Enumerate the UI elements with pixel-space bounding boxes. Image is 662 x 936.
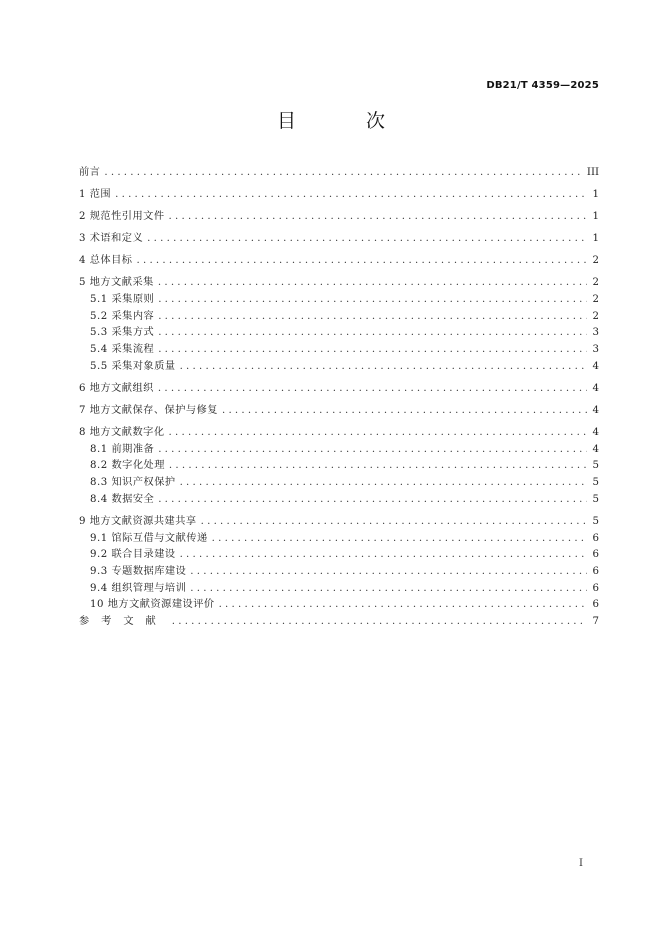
toc-entry-data-security[interactable] (79, 492, 599, 509)
toc-entry-page: 2 (592, 294, 599, 306)
toc-entry-interlibrary-loan[interactable] (79, 531, 599, 548)
toc-entry-evaluation[interactable] (79, 597, 599, 614)
toc-entry-collection-quality[interactable] (79, 359, 599, 376)
toc-entry-resource-sharing[interactable] (79, 514, 599, 531)
toc-leader-dots (219, 597, 587, 614)
table-of-contents (79, 165, 599, 631)
toc-leader-dots (158, 325, 587, 342)
toc-entry-page: 1 (592, 233, 599, 245)
toc-entry-label: 8.2 数字化处理 (90, 460, 165, 472)
toc-entry-collection-principles[interactable] (79, 292, 599, 309)
toc-entry-page: 2 (592, 310, 599, 322)
toc-entry-page: 3 (592, 344, 599, 356)
toc-entry-special-database[interactable] (79, 564, 599, 581)
toc-entry-scope[interactable] (79, 187, 599, 204)
toc-entry-page: 6 (592, 549, 599, 561)
toc-entry-terms-definitions[interactable] (79, 231, 599, 248)
toc-entry-preparation[interactable] (79, 442, 599, 459)
toc-entry-organization[interactable] (79, 381, 599, 398)
toc-entry-label: 9.3 专题数据库建设 (90, 565, 187, 577)
toc-entry-digitization[interactable] (79, 425, 599, 442)
toc-entry-label: 10 地方文献资源建设评价 (90, 599, 215, 611)
toc-entry-page: 2 (592, 277, 599, 289)
toc-entry-collection-content[interactable] (79, 309, 599, 326)
toc-entry-union-catalog[interactable] (79, 547, 599, 564)
toc-leader-dots (158, 275, 587, 292)
toc-entry-bibliography[interactable] (79, 614, 599, 631)
toc-entry-label: 4 总体目标 (79, 255, 133, 267)
toc-entry-label: 8.3 知识产权保护 (90, 477, 176, 489)
toc-entry-page: 4 (592, 404, 599, 416)
toc-entry-page: 6 (592, 565, 599, 577)
page-number: I (579, 858, 583, 869)
toc-entry-label: 5.2 采集内容 (90, 310, 155, 322)
toc-entry-label: 8 地方文献数字化 (79, 427, 165, 439)
toc-entry-digital-processing[interactable] (79, 458, 599, 475)
document-code: DB21/T 4359—2025 (486, 80, 599, 91)
toc-entry-normative-references[interactable] (79, 209, 599, 226)
toc-leader-dots (136, 253, 587, 270)
toc-entry-page: 3 (592, 327, 599, 339)
toc-entry-label: 5.5 采集对象质量 (90, 360, 176, 372)
toc-entry-label: 8.4 数据安全 (90, 493, 155, 505)
toc-entry-label: 5.3 采集方式 (90, 327, 155, 339)
toc-entry-collection-methods[interactable] (79, 325, 599, 342)
toc-leader-dots (201, 514, 587, 531)
toc-entry-label: 9.2 联合目录建设 (90, 549, 176, 561)
toc-entry-page: 6 (592, 599, 599, 611)
toc-leader-dots (180, 359, 587, 376)
toc-leader-dots (158, 292, 587, 309)
toc-entry-page: 7 (592, 616, 599, 628)
toc-entry-management-training[interactable] (79, 581, 599, 598)
toc-entry-page: 1 (592, 189, 599, 201)
toc-leader-dots (180, 475, 587, 492)
toc-leader-dots (158, 492, 587, 509)
toc-leader-dots (172, 614, 587, 631)
toc-leader-dots (158, 381, 587, 398)
toc-entry-page: 6 (592, 532, 599, 544)
toc-entry-page: III (586, 167, 599, 178)
toc-entry-label: 9.4 组织管理与培训 (90, 582, 187, 594)
toc-leader-dots (169, 425, 587, 442)
toc-entry-page: 5 (592, 515, 599, 527)
toc-entry-page: 2 (592, 255, 599, 267)
toc-entry-page: 4 (592, 360, 599, 372)
toc-leader-dots (104, 165, 583, 182)
toc-entry-label: 1 范围 (79, 189, 112, 201)
toc-entry-label: 3 术语和定义 (79, 233, 144, 245)
toc-entry-page: 5 (592, 493, 599, 505)
toc-leader-dots (115, 187, 587, 204)
toc-entry-page: 5 (592, 477, 599, 489)
toc-entry-label: 前言 (79, 167, 101, 178)
toc-entry-label: 6 地方文献组织 (79, 382, 154, 394)
toc-entry-label: 5.4 采集流程 (90, 344, 155, 356)
toc-leader-dots (180, 547, 587, 564)
toc-leader-dots (158, 342, 587, 359)
toc-entry-label: 2 规范性引用文件 (79, 211, 165, 223)
toc-leader-dots (158, 309, 587, 326)
toc-entry-label: 5 地方文献采集 (79, 277, 154, 289)
toc-leader-dots (158, 442, 587, 459)
page-title: 目 次 (276, 110, 418, 132)
toc-entry-page: 6 (592, 582, 599, 594)
toc-entry-page: 4 (592, 443, 599, 455)
toc-leader-dots (169, 209, 587, 226)
toc-leader-dots (212, 531, 587, 548)
toc-entry-foreword[interactable] (79, 165, 599, 182)
toc-entry-page: 4 (592, 427, 599, 439)
toc-entry-page: 4 (592, 382, 599, 394)
toc-entry-label: 9 地方文献资源共建共享 (79, 515, 197, 527)
toc-entry-label: 8.1 前期准备 (90, 443, 155, 455)
toc-leader-dots (190, 564, 587, 581)
toc-leader-dots (147, 231, 587, 248)
toc-entry-label: 参考文献 (79, 616, 168, 628)
toc-entry-page: 1 (592, 211, 599, 223)
toc-entry-overall-goals[interactable] (79, 253, 599, 270)
toc-entry-label: 7 地方文献保存、保护与修复 (79, 404, 218, 416)
toc-entry-ip-protection[interactable] (79, 475, 599, 492)
toc-entry-preservation[interactable] (79, 403, 599, 420)
toc-entry-label: 5.1 采集原则 (90, 294, 155, 306)
toc-entry-collection[interactable] (79, 275, 599, 292)
toc-entry-page: 5 (592, 460, 599, 472)
toc-entry-collection-process[interactable] (79, 342, 599, 359)
toc-leader-dots (222, 403, 587, 420)
toc-leader-dots (190, 581, 587, 598)
toc-entry-label: 9.1 馆际互借与文献传递 (90, 532, 208, 544)
toc-leader-dots (169, 458, 587, 475)
